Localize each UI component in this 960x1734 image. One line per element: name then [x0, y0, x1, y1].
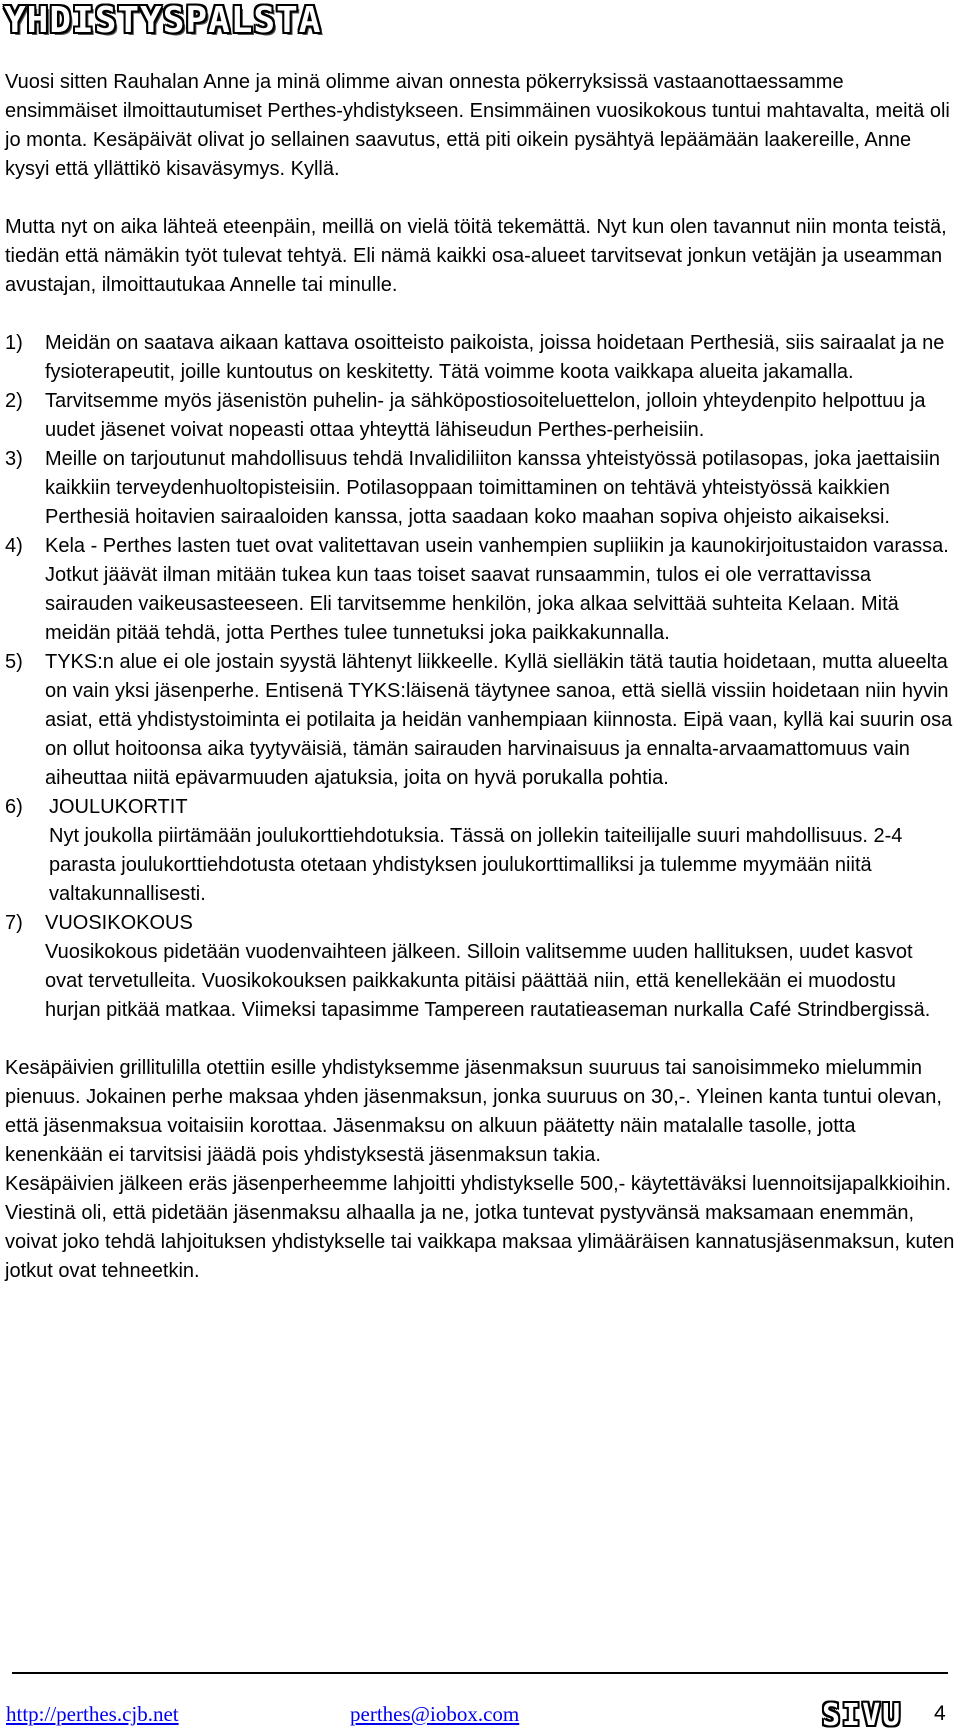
item-text: Tarvitsemme myös jäsenistön puhelin- ja sähköpostiosoiteluettelon, jolloin yhteydenpito helpottuu ja uudet jäsenet voivat nopeasti ottaa yhteyttä lähiseudun Perthes-perheisiin.: [45, 390, 926, 441]
page-number: 4: [934, 1702, 946, 1725]
page-label: SIVU: [822, 1698, 903, 1733]
list-item: [5, 387, 955, 445]
item-number: 4): [5, 535, 23, 557]
donation-paragraph: Kesäpäivien jälkeen eräs jäsenperheemme lahjoitti yhdistykselle 500,- käytettäväksi luennoitsijapalkkioihin. Viestinä oli, että pidetään jäsenmaksu alhaalla ja ne, jotka tuntevat pystyvänsä maksamaan enemmän, voivat joko tehdä lahjoituksen yhdistykselle tai vaikkapa maksaa ylimääräisen kannatusjäsenmaksun, kuten jotkut ovat tehneetkin.: [5, 1173, 955, 1282]
page-title: YHDISTYSPALSTA: [4, 0, 322, 41]
membership-fee-paragraph: Kesäpäivien grillitulilla otettiin esille yhdistyksemme jäsenmaksun suuruus tai sanoisimmeko mielummin pienuus. Jokainen perhe maksaa yhden jäsenmaksun, jonka suuruus on 30,-. Yleinen kanta tuntui olevan, että jäsenmaksua voitaisiin korottaa. Jäsenmaksu on alkuun päätetty näin matalalle tasolle, jotta kenenkään ei tarvitsisi jäädä pois yhdistyksestä jäsenmaksun takia.: [5, 1057, 942, 1166]
intro-paragraph: Vuosi sitten Rauhalan Anne ja minä olimme aivan onnesta pökerryksissä vastaanottaessamme ensimmäiset ilmoittautumiset Perthes-yhdistykseen. Ensimmäinen vuosikokous tuntui mahtavalta, meitä oli jo monta. Kesäpäivät olivat jo sellainen saavutus, että piti oikein pysähtyä lepäämään laakereille, Anne kysyi että yllättikö kisaväsymys. Kyllä.: [5, 71, 950, 180]
page-footer: [0, 1700, 960, 1734]
list-item: [5, 329, 955, 387]
article-body: [5, 68, 955, 1315]
item-text: Meidän on saatava aikaan kattava osoitteisto paikoista, joissa hoidetaan Perthesiä, siis sairaalat ja ne fysioterapeutit, joille kuntoutus on keskitetty. Tätä voimme koota vaikkapa alueita jakamalla.: [45, 332, 945, 383]
list-item: [5, 793, 955, 909]
footer-divider: [12, 1672, 948, 1674]
item-number: 6): [5, 796, 23, 818]
list-item: [5, 909, 955, 1025]
list-item: [5, 532, 955, 648]
item-body: [49, 793, 955, 909]
item-number: 1): [5, 332, 23, 354]
item-heading: JOULUKORTIT: [49, 796, 188, 818]
item-number: 5): [5, 651, 23, 673]
item-body: [45, 909, 955, 1025]
item-number: 2): [5, 390, 23, 412]
list-item: [5, 648, 955, 793]
item-text: Vuosikokous pidetään vuodenvaihteen jälkeen. Silloin valitsemme uuden hallituksen, uudet kasvot ovat tervetulleita. Vuosikokouksen paikkakunta pitäisi päättää niin, että kenellekään ei muodostu hurjan pitkää matkaa. Viimeksi tapasimme Tampereen rautatieaseman nurkalla Café Strindbergissä.: [45, 941, 931, 1021]
item-heading: VUOSIKOKOUS: [45, 912, 193, 934]
website-link[interactable]: http://perthes.cjb.net: [6, 1702, 179, 1726]
email-link[interactable]: perthes@iobox.com: [350, 1702, 520, 1726]
item-text: Nyt joukolla piirtämään joulukorttiehdotuksia. Tässä on jollekin taiteilijalle suuri mahdollisuus. 2-4 parasta joulukorttiehdotusta otetaan yhdistyksen joulukorttimalliksi ja tulemme myymään niitä valtakunnallisesti.: [49, 825, 903, 905]
call-to-action-paragraph: Mutta nyt on aika lähteä eteenpäin, meillä on vielä töitä tekemättä. Nyt kun olen tavannut niin monta teistä, tiedän että nämäkin työt tulevat tehtyä. Eli nämä kaikki osa-alueet tarvitsevat jonkun vetäjän ja useamman avustajan, ilmoittautukaa Annelle tai minulle.: [5, 216, 947, 296]
item-text: TYKS:n alue ei ole jostain syystä lähtenyt liikkeelle. Kyllä sielläkin tätä tautia hoidetaan, mutta alueelta on vain yksi jäsenperhe. Entisenä TYKS:läisenä täytynee sanoa, että siellä vissiin hoidetaan niin hyvin asiat, että yhdistystoiminta ei potilaita ja heidän vanhempiaan kiinnosta. Eipä vaan, kyllä kai suurin osa on ollut hoitoonsa aika tyytyväisiä, tämän sairauden harvinaisuus ja ennalta-arvaamattomuus vain aiheuttaa niitä epävarmuuden ajatuksia, joita on hyvä porukalla pohtia.: [45, 651, 953, 789]
list-item: [5, 445, 955, 532]
task-list: [5, 329, 955, 1025]
item-text: Meille on tarjoutunut mahdollisuus tehdä Invalidiliiton kanssa yhteistyössä potilasopas, joka jaettaisiin kaikkiin terveydenhuoltopisteisiin. Potilasoppaan toimittaminen on tehtävä yhteistyössä kaikkien Perthesiä hoitavien sairaaloiden kanssa, jotta saadaan koko maahan sopiva ohjeisto aikaiseksi.: [45, 448, 940, 528]
item-number: 3): [5, 448, 23, 470]
item-text: Kela - Perthes lasten tuet ovat valitettavan usein vanhempien supliikin ja kaunokirjoitustaidon varassa. Jotkut jäävät ilman mitään tukea kun taas toiset saavat runsaammin, tulos ei ole verrattavissa sairauden vaikeusasteeseen. Eli tarvitsemme henkilön, joka alkaa selvittää suhteita Kelaan. Mitä meidän pitää tehdä, jotta Perthes tulee tunnetuksi joka paikkakunnalla.: [45, 535, 949, 644]
item-number: 7): [5, 912, 23, 934]
